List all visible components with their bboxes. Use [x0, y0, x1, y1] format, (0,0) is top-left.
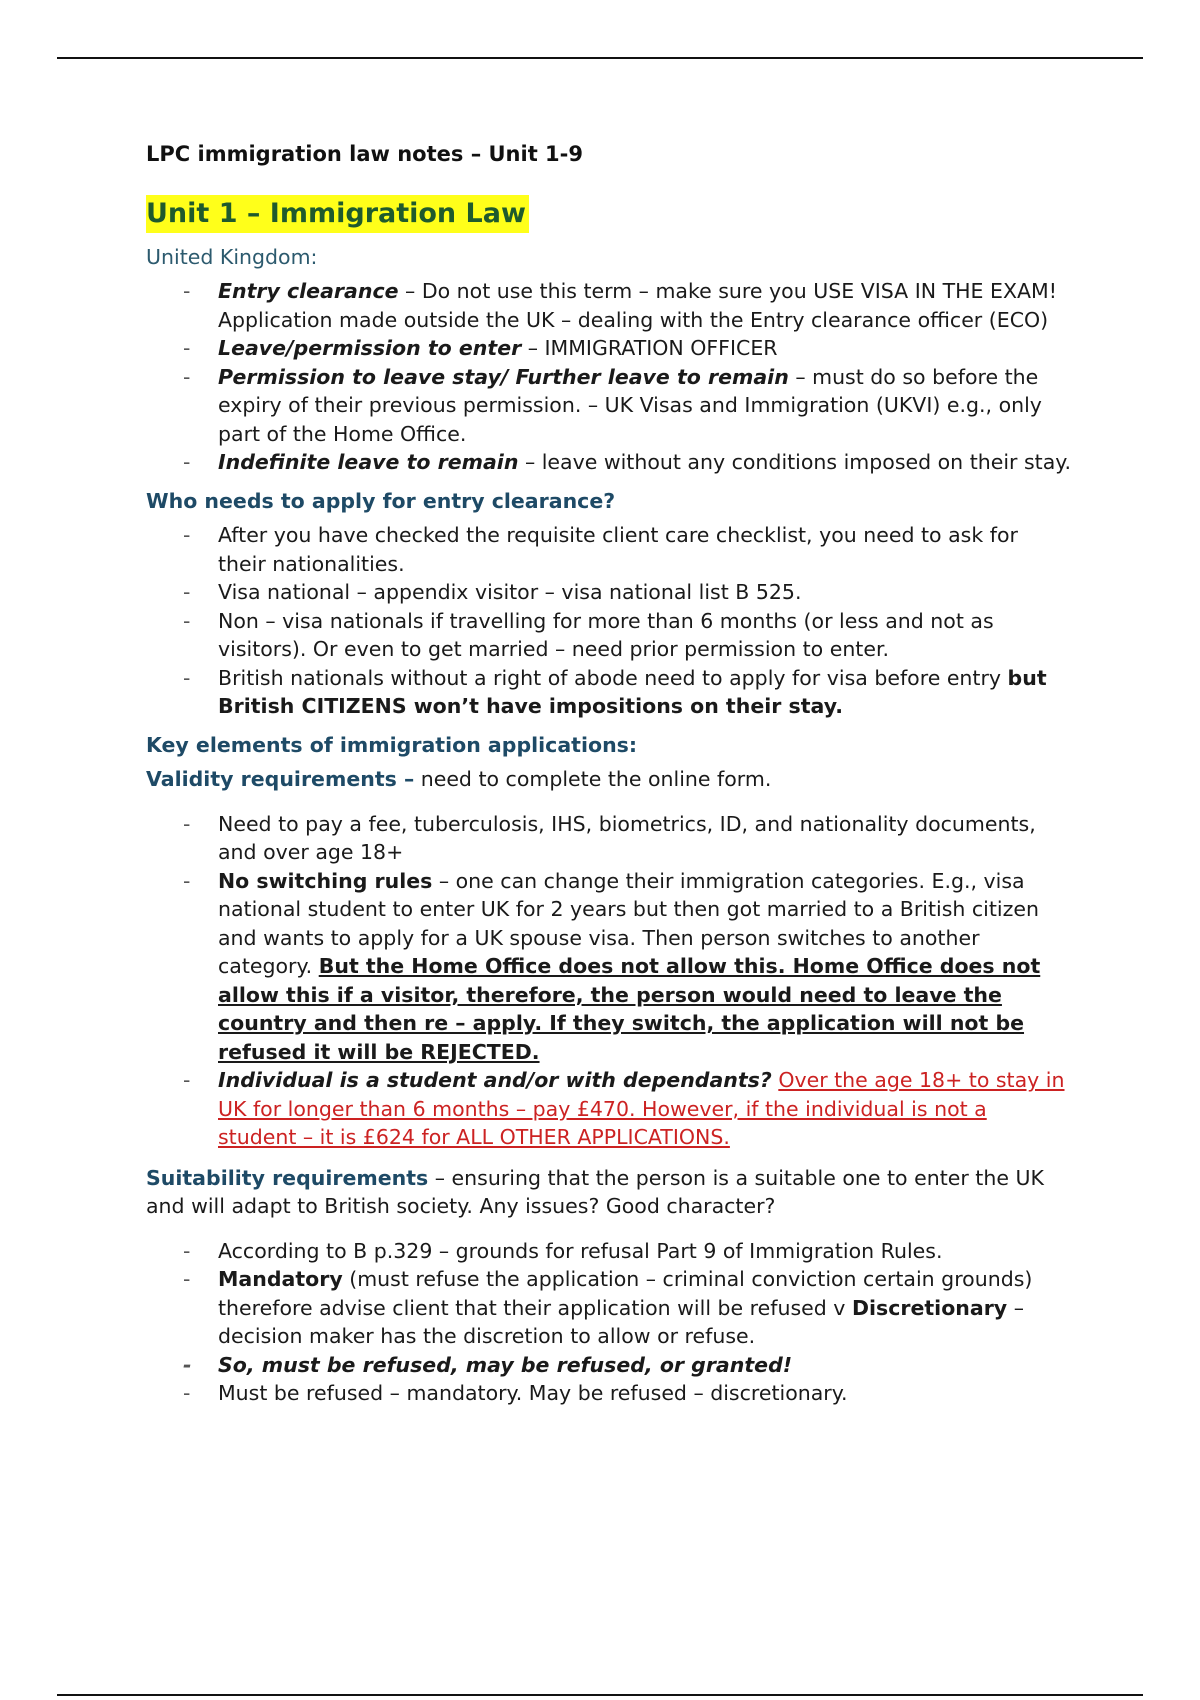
list-item: - So, must be refused, may be refused, or granted! — [218, 1351, 1071, 1380]
validity-list — [146, 810, 1071, 1152]
no-switching-underlined: But the Home Office does not allow this. Home Office does not allow this if a visitor, therefore, the person would need to leave the country and then re – apply. If they switch, the application will not be refused it will be REJECTED. — [218, 954, 1041, 1064]
validity-text: need to complete the online form. — [414, 767, 772, 791]
unit-1-heading: Unit 1 – Immigration Law — [146, 195, 529, 233]
footer-rule — [57, 1694, 1143, 1696]
suitability-text: – ensuring that the person is a suitable one to enter the UK and will adapt to British society. Any issues? Good character? — [146, 1165, 1044, 1218]
term-leave-to-enter: Leave/permission to enter — [218, 336, 522, 360]
list-item — [218, 867, 1071, 1067]
list-item — [218, 1066, 1071, 1152]
discretionary-text: – decision maker has the discretion to allow or refuse. — [218, 1295, 1024, 1348]
list-item: - Visa national – appendix visitor – visa national list B 525. — [218, 578, 1071, 607]
no-switching-lead: No switching rules — [218, 868, 433, 893]
list-item: - Must be refused – mandatory. May be refused – discretionary. — [218, 1379, 1071, 1408]
header-rule — [57, 57, 1143, 59]
term-further-leave: Permission to leave stay/ Further leave to remain — [218, 364, 789, 389]
mandatory-text: (must refuse the application – criminal conviction certain grounds) therefore advise client that their application will be refused v — [218, 1267, 1033, 1320]
no-switching-text: – one can change their immigration categories. E.g., visa national student to enter UK for 2 years but then got married to a British citizen and wants to apply for a UK spouse visa. Then person switches to another category. — [218, 868, 1039, 978]
term-text: – IMMIGRATION OFFICER — [521, 336, 778, 360]
mandatory-lead: Mandatory — [218, 1267, 343, 1291]
uk-terms-list — [146, 277, 1071, 477]
term-text: – Do not use this term – make sure you USE VISA IN THE EXAM! Application made outside the UK – dealing with the Entry clearance officer (ECO) — [218, 279, 1057, 332]
term-entry-clearance: Entry clearance — [218, 279, 399, 303]
suitability-paragraph — [146, 1164, 1071, 1221]
british-nationals-text: British nationals without a right of abode need to apply for visa before entry — [218, 665, 1008, 690]
suitability-lead: Suitability requirements — [146, 1165, 429, 1190]
discretionary-lead: Discretionary — [851, 1295, 1008, 1320]
document-page — [146, 140, 1071, 1414]
list-item — [218, 1265, 1071, 1351]
list-item — [218, 664, 1071, 721]
list-item: - Non – visa nationals if travelling for more than 6 months (or less and not as visitors). Or even to get married – need prior permission to enter. — [218, 607, 1071, 664]
list-item — [218, 277, 1071, 334]
term-text: – must do so before the expiry of their previous permission. – UK Visas and Immigration (UKVI) e.g., only part of the Home Office. — [218, 364, 1042, 446]
student-fee-text: Over the age 18+ to stay in UK for longer than 6 months – pay £470. However, if the individual is not a student – it is £624 for ALL OTHER APPLICATIONS. — [218, 1068, 1065, 1149]
british-citizens-bold: but British CITIZENS won’t have impositions on their stay. — [218, 665, 1047, 718]
validity-lead: Validity requirements – — [146, 767, 415, 791]
entry-clearance-list — [146, 521, 1071, 721]
list-item: - Need to pay a fee, tuberculosis, IHS, biometrics, ID, and nationality documents, and over age 18+ — [218, 810, 1071, 867]
list-item: - After you have checked the requisite client care checklist, you need to ask for their nationalities. — [218, 521, 1071, 578]
list-item — [218, 334, 1071, 363]
uk-label: United Kingdom: — [146, 244, 318, 269]
student-lead: Individual is a student and/or with dependants? — [218, 1068, 772, 1092]
key-elements-heading: Key elements of immigration applications: — [146, 732, 638, 757]
list-item — [218, 448, 1071, 477]
term-text: – leave without any conditions imposed on their stay. — [518, 450, 1071, 474]
entry-clearance-heading: Who needs to apply for entry clearance? — [146, 488, 616, 513]
term-indefinite-leave: Indefinite leave to remain — [218, 450, 519, 474]
document-title: LPC immigration law notes – Unit 1-9 — [146, 142, 583, 166]
list-item: - According to B p.329 – grounds for refusal Part 9 of Immigration Rules. — [218, 1237, 1071, 1266]
list-item — [218, 363, 1071, 449]
suitability-list — [146, 1237, 1071, 1408]
validity-paragraph — [146, 765, 1071, 794]
